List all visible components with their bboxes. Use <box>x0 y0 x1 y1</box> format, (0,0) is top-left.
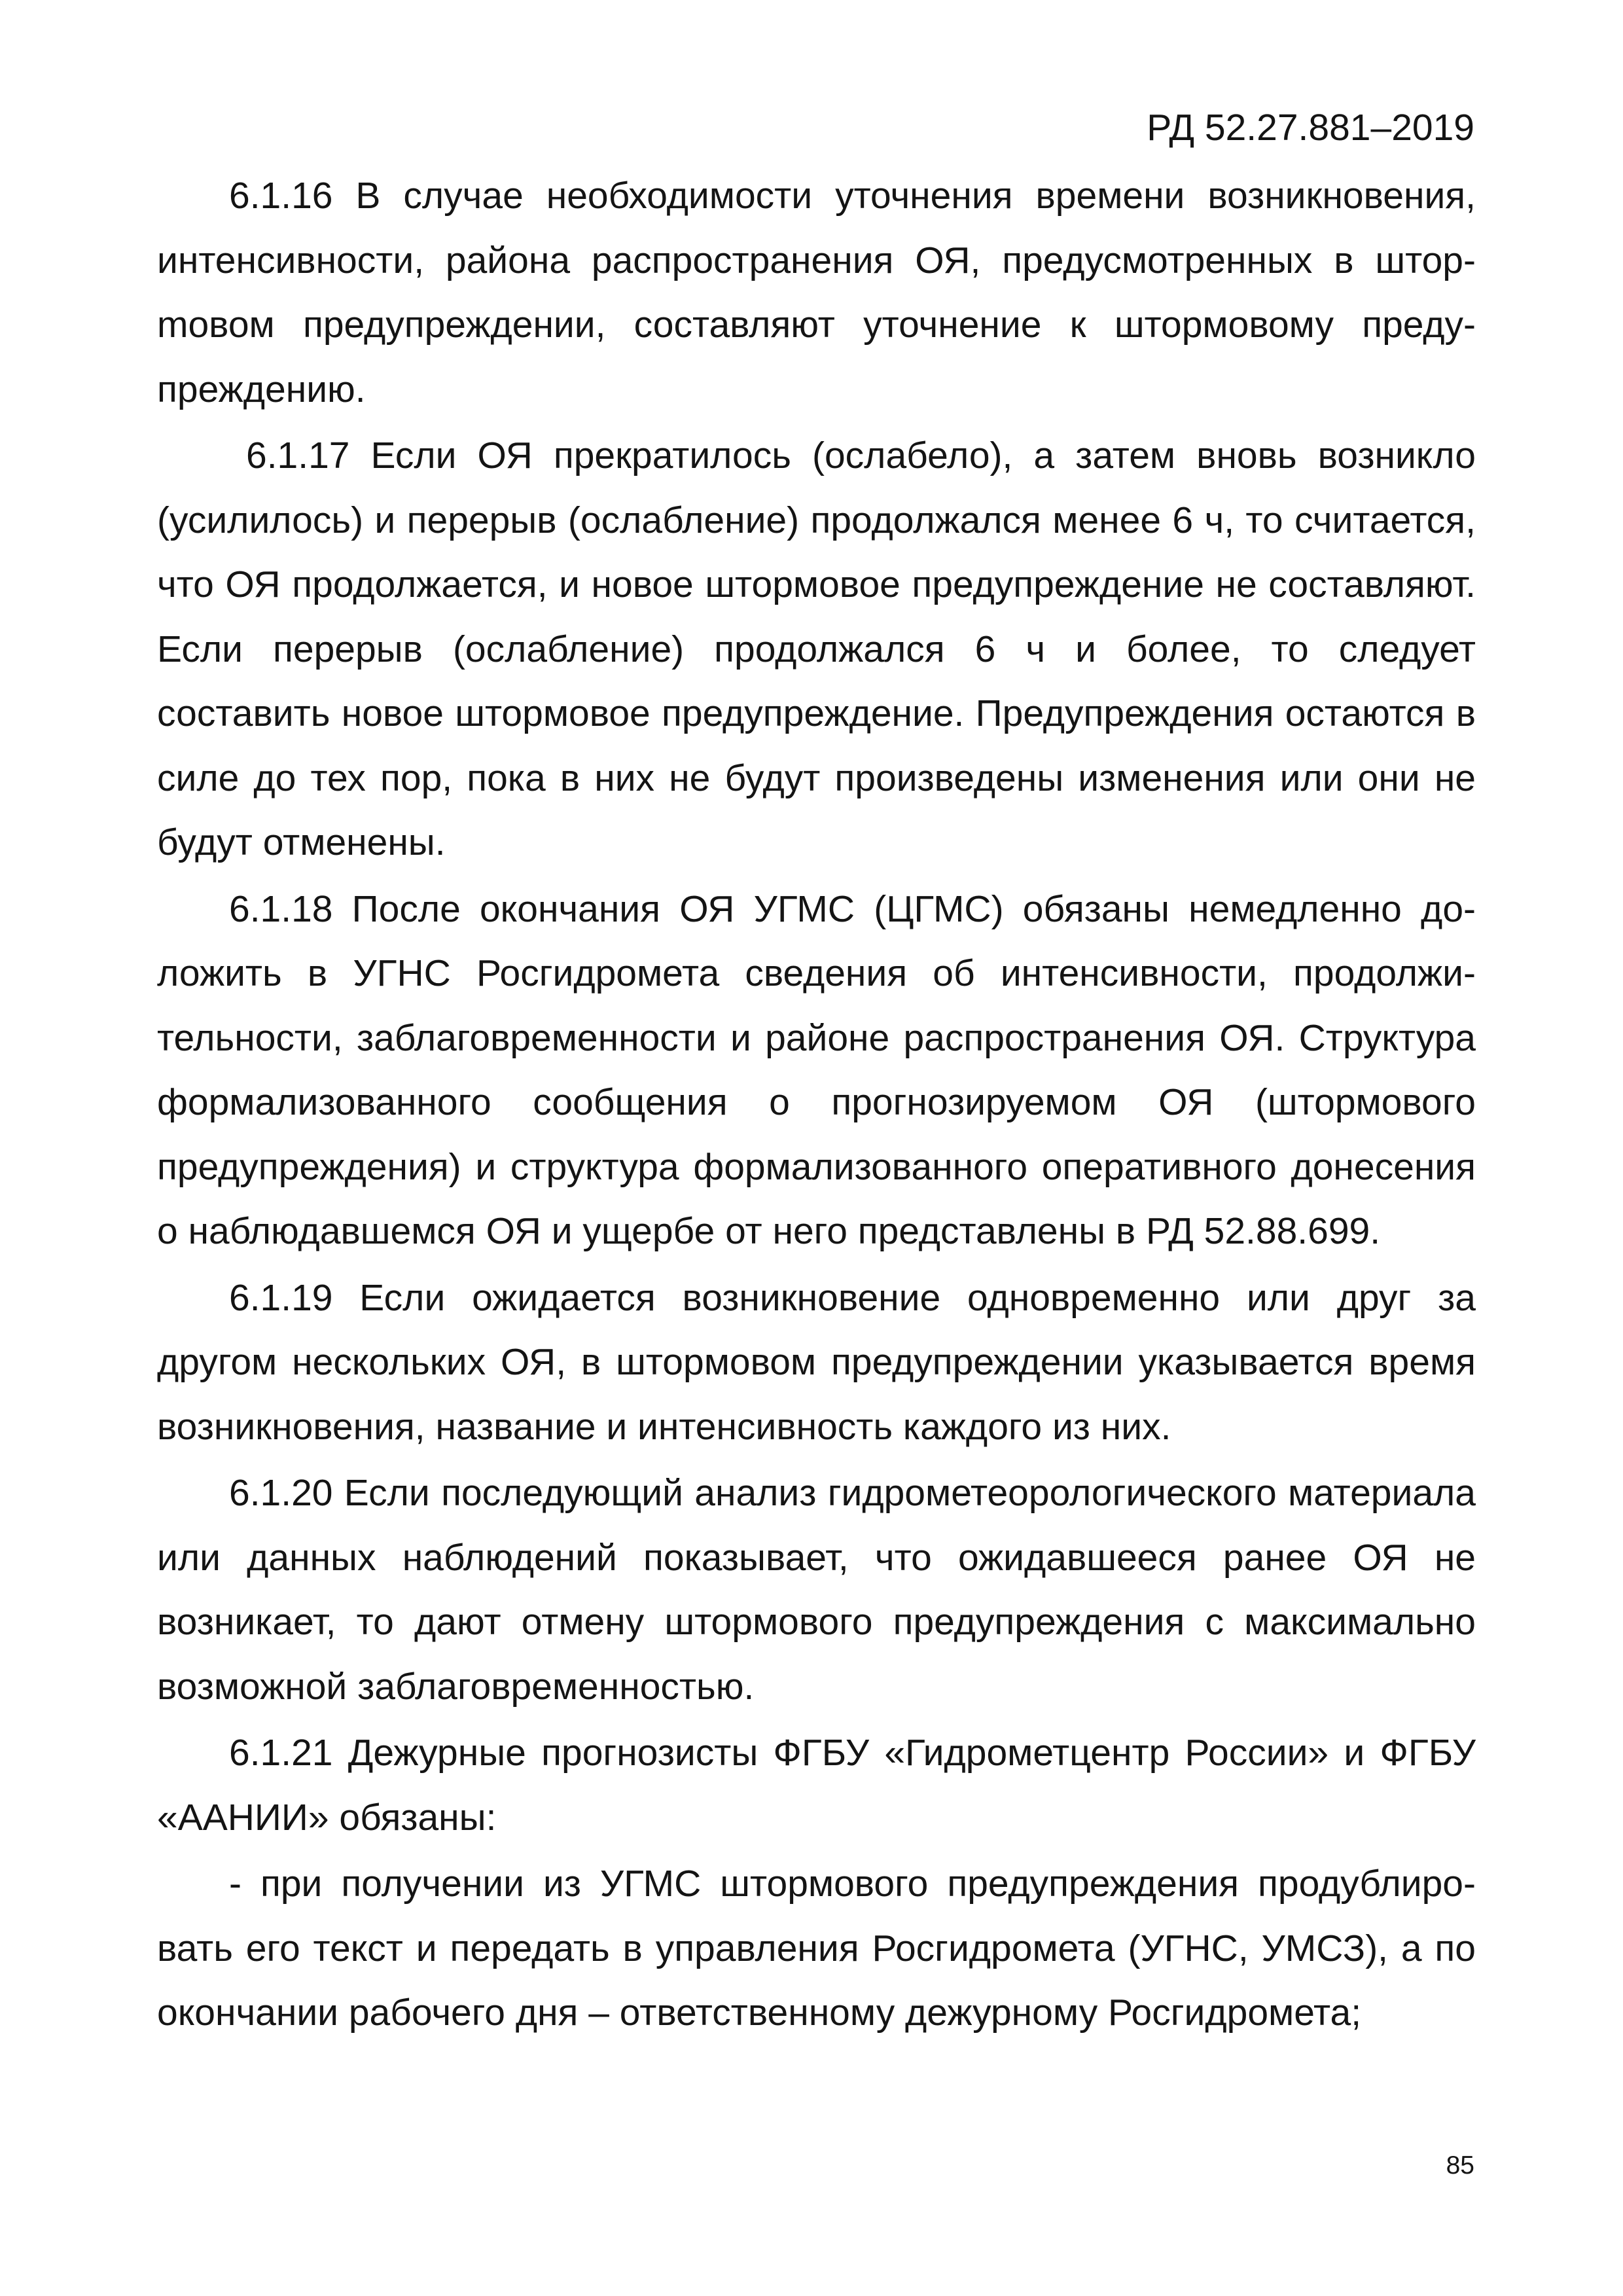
list-item-duplicate-warning: - при получении из УГМС штормового предупреждения продублировать его текст и передать в управления Росгидромета (УГНС, УМСЗ), а по окончании рабочего дня – ответственному дежурному Росгидромета; <box>157 1863 1476 2034</box>
paragraph-6-1-19: 6.1.19 Если ожидается возникновение одновременно или друг за другом нескольких ОЯ, в штормовом предупреждении указывается время возникновения, название и интенсивность каждого из них. <box>157 1276 1476 1448</box>
paragraph-6-1-17: 6.1.17 Если ОЯ прекратилось (ослабело), а затем вновь возникло (усилилось) и перерыв (ослабление) продолжался менее 6 ч, то считается, что ОЯ продолжается, и новое штормовое предупреждение не составляют. Если перерыв (ослабление) продолжался 6 ч и более, то следует составить новое штормовое предупреждение. Предупреждения остаются в силе до тех пор, пока в них не будут произведены изменения или они не будут отменены. <box>157 435 1476 863</box>
paragraph-6-1-20: 6.1.20 Если последующий анализ гидрометеорологического материала или данных наблюдений показывает, что ожидавшееся ранее ОЯ не возникает, то дают отмену штормового предупреждения с максимально возможной заблаговременностью. <box>157 1472 1476 1708</box>
document-code: РД 52.27.881–2019 <box>1147 107 1474 149</box>
page-number: 85 <box>1446 2151 1474 2179</box>
paragraph-6-1-16: 6.1.16 В случае необходимости уточнения времени возникновения, интенсивности, района распространения ОЯ, предусмотренных в шторmовом предупреждении, составляют уточнение к штормовому предупреждению. <box>157 175 1476 410</box>
paragraph-6-1-18: 6.1.18 После окончания ОЯ УГМС (ЦГМС) обязаны немедленно доложить в УГНС Росгидромета сведения об интенсивности, продолжительности, заблаговременности и районе распространения ОЯ. Структура формализованного сообщения о прогнозируемом ОЯ (штормового предупреждения) и структура формализованного оперативного донесения о наблюдавшемся ОЯ и ущербе от него представлены в РД 52.88.699. <box>157 888 1476 1252</box>
paragraph-6-1-21: 6.1.21 Дежурные прогнозисты ФГБУ «Гидрометцентр России» и ФГБУ «ААНИИ» обязаны: <box>157 1732 1476 1839</box>
body-text <box>157 164 1476 2047</box>
